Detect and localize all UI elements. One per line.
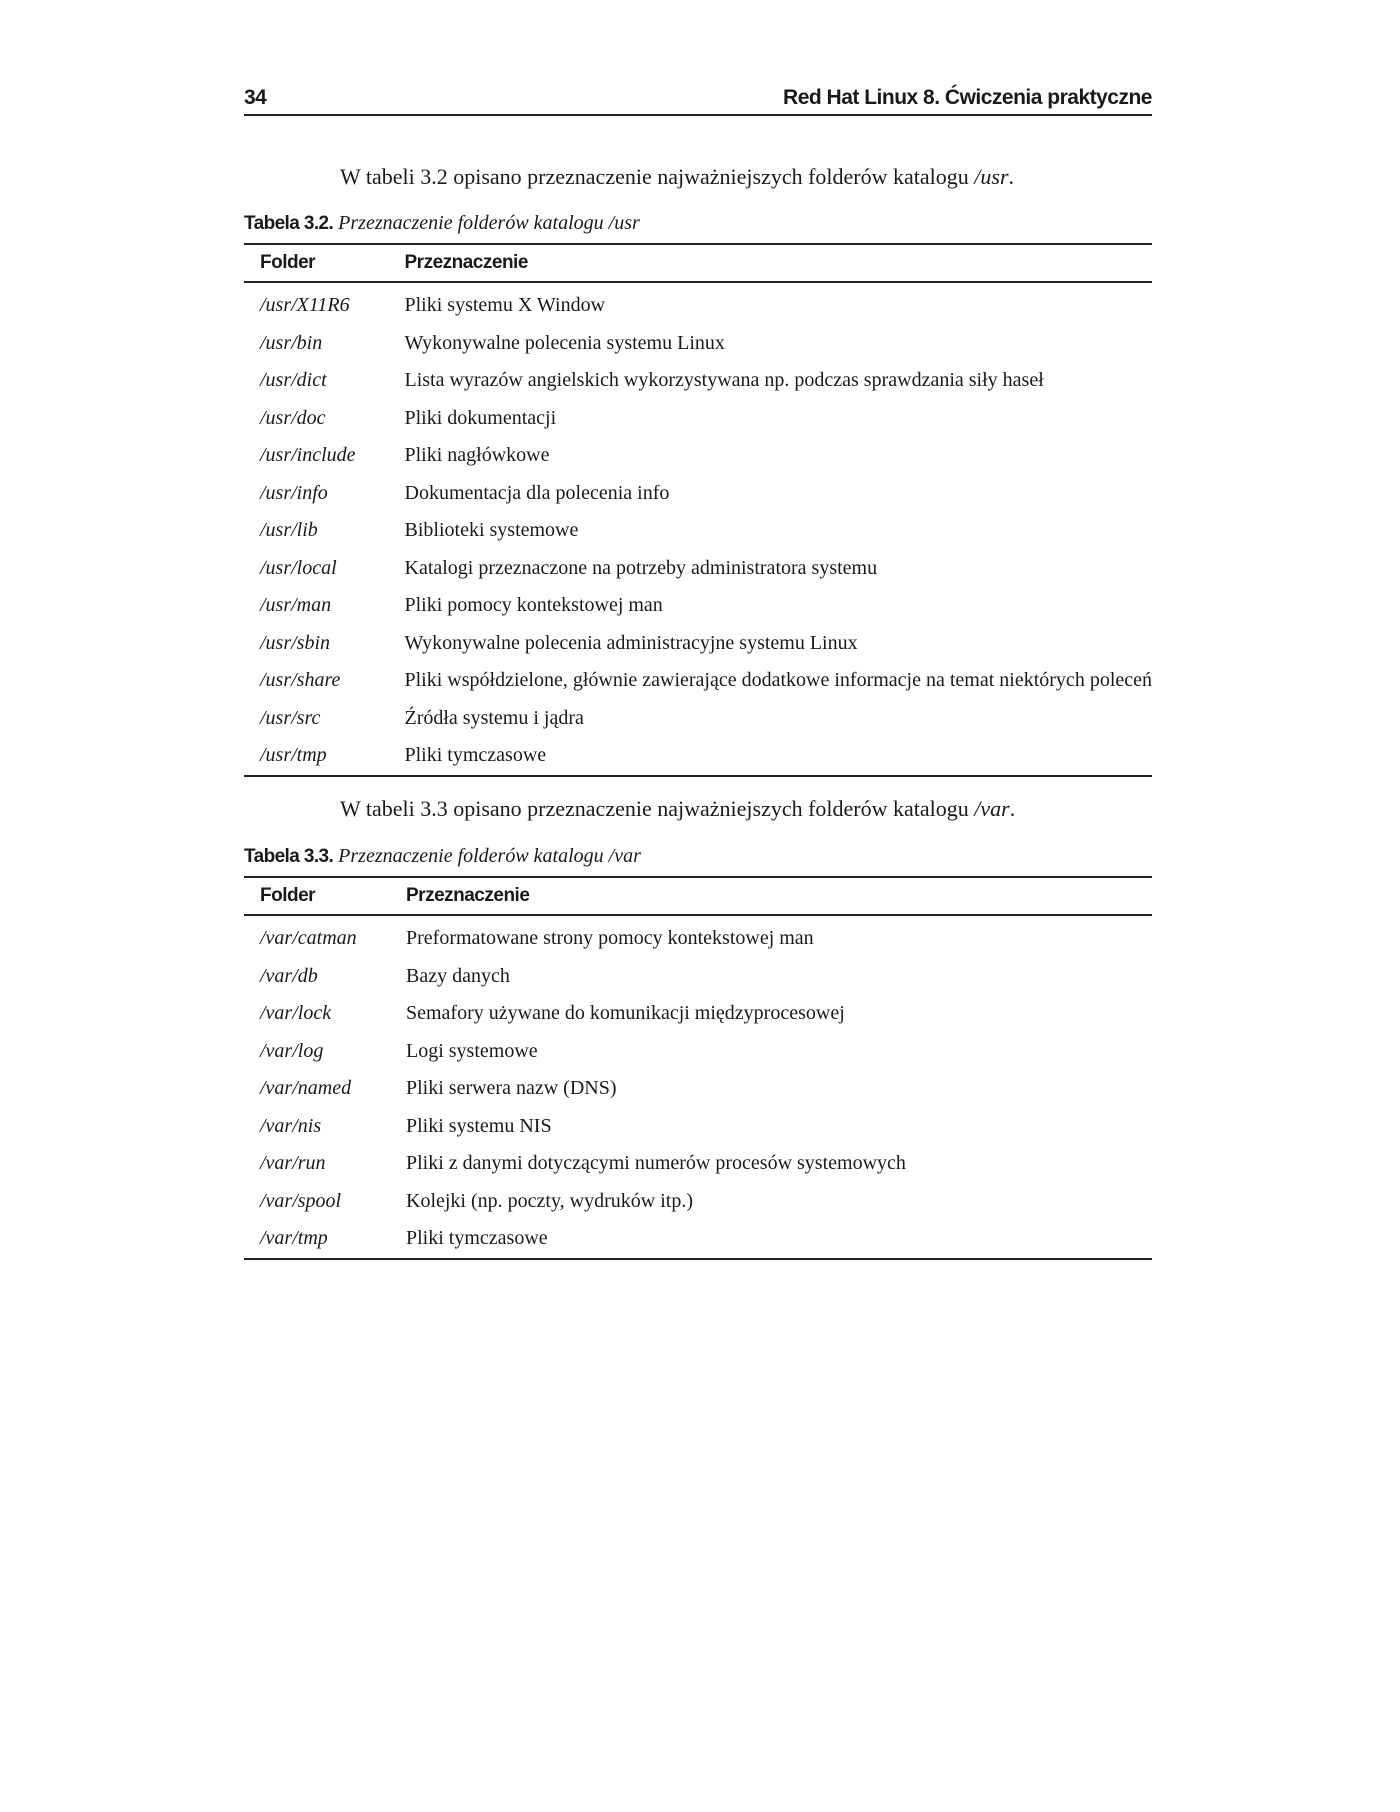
folder-cell: /var/spool (260, 1189, 342, 1212)
folder-cell: /usr/lib (260, 519, 318, 542)
purpose-cell: Logi systemowe (406, 1039, 538, 1062)
folder-cell: /usr/src (260, 706, 321, 729)
purpose-cell: Pliki nagłówkowe (404, 444, 550, 467)
table-row (244, 437, 1152, 475)
purpose-cell: Katalogi przeznaczone na potrzeby administratora systemu (404, 556, 878, 579)
table-row (244, 1183, 1152, 1221)
purpose-cell: Wykonywalne polecenia systemu Linux (404, 331, 725, 354)
table-row (244, 512, 1152, 550)
purpose-cell: Pliki tymczasowe (404, 744, 547, 767)
folder-cell: /usr/sbin (260, 631, 331, 654)
intro-path: /var (974, 796, 1010, 821)
folder-cell: /usr/dict (260, 369, 327, 392)
intro-paragraph-var (340, 796, 1015, 822)
table-row (244, 282, 1152, 325)
table-caption-var (244, 845, 641, 868)
table-row (244, 1145, 1152, 1183)
intro-suffix: . (1008, 164, 1015, 189)
purpose-cell: Bazy danych (406, 964, 510, 987)
table-row (244, 1220, 1152, 1259)
table-row (244, 737, 1152, 776)
intro-path: /usr (974, 164, 1009, 189)
table-row (244, 1033, 1152, 1071)
intro-text: W tabeli 3.3 opisano przeznaczenie najważniejszych folderów katalogu (340, 796, 975, 821)
caption-label: Tabela 3.2. (244, 213, 334, 234)
folder-cell: /usr/info (260, 481, 328, 504)
purpose-cell: Pliki serwera nazw (DNS) (406, 1077, 617, 1100)
purpose-cell: Pliki dokumentacji (404, 406, 557, 429)
folder-cell: /var/nis (260, 1114, 322, 1137)
folder-cell: /var/db (260, 964, 318, 987)
purpose-cell: Lista wyrazów angielskich wykorzystywana np. podczas sprawdzania siły haseł (404, 369, 1044, 392)
column-header-folder: Folder (244, 877, 390, 915)
table-header-row (244, 877, 1152, 915)
purpose-cell: Wykonywalne polecenia administracyjne systemu Linux (404, 631, 858, 654)
purpose-cell: Preformatowane strony pomocy kontekstowej man (406, 927, 814, 950)
table-row (244, 625, 1152, 663)
purpose-cell: Dokumentacja dla polecenia info (404, 481, 670, 504)
table-row (244, 1108, 1152, 1146)
column-header-purpose: Przeznaczenie (390, 877, 1152, 915)
table-body (244, 915, 1152, 1259)
table-row (244, 700, 1152, 738)
purpose-cell: Pliki systemu NIS (406, 1114, 552, 1137)
purpose-cell: Źródła systemu i jądra (404, 706, 584, 729)
page-number: 34 (244, 86, 267, 109)
column-header-purpose: Przeznaczenie (389, 244, 1153, 282)
table-row (244, 995, 1152, 1033)
folder-cell: /usr/include (260, 444, 356, 467)
table-row (244, 400, 1152, 438)
caption-text: Przeznaczenie folderów katalogu /var (338, 845, 641, 867)
table-row (244, 362, 1152, 400)
table-row (244, 915, 1152, 958)
folder-cell: /var/log (260, 1039, 324, 1062)
purpose-cell: Pliki tymczasowe (406, 1227, 548, 1250)
intro-text: W tabeli 3.2 opisano przeznaczenie najważniejszych folderów katalogu (340, 164, 975, 189)
purpose-cell: Semafory używane do komunikacji międzyprocesowej (406, 1002, 845, 1025)
table-row (244, 662, 1152, 700)
folder-cell: /var/run (260, 1152, 326, 1175)
table-row (244, 587, 1152, 625)
folder-cell: /usr/local (260, 556, 337, 579)
purpose-cell: Pliki współdzielone, głównie zawierające dodatkowe informacje na temat niektórych poleceń (404, 669, 1152, 692)
folder-cell: /var/catman (260, 927, 357, 950)
purpose-cell: Pliki systemu X Window (404, 294, 606, 317)
folder-cell: /usr/X11R6 (260, 294, 350, 317)
table-row (244, 550, 1152, 588)
table-row (244, 958, 1152, 996)
folder-cell: /usr/doc (260, 406, 326, 429)
table-header-row (244, 244, 1152, 282)
intro-suffix: . (1009, 796, 1016, 821)
intro-paragraph-usr (340, 164, 1014, 190)
folder-cell: /var/named (260, 1077, 352, 1100)
table-row (244, 475, 1152, 513)
folder-cell: /var/lock (260, 1002, 332, 1025)
purpose-cell: Kolejki (np. poczty, wydruków itp.) (406, 1189, 693, 1212)
folder-cell: /usr/bin (260, 331, 323, 354)
purpose-cell: Pliki pomocy kontekstowej man (404, 594, 663, 617)
column-header-folder: Folder (244, 244, 389, 282)
table-caption-usr (244, 212, 640, 235)
table-usr-folders (244, 243, 1152, 777)
table-var-folders (244, 876, 1152, 1260)
folder-cell: /usr/man (260, 594, 332, 617)
folder-cell: /usr/share (260, 669, 341, 692)
folder-cell: /var/tmp (260, 1227, 328, 1250)
caption-text: Przeznaczenie folderów katalogu /usr (338, 212, 640, 234)
running-header (244, 82, 1152, 116)
table-row (244, 325, 1152, 363)
table-body (244, 282, 1152, 776)
book-title: Red Hat Linux 8. Ćwiczenia praktyczne (783, 86, 1152, 109)
folder-cell: /usr/tmp (260, 744, 327, 767)
table-row (244, 1070, 1152, 1108)
caption-label: Tabela 3.3. (244, 846, 334, 867)
purpose-cell: Biblioteki systemowe (404, 519, 579, 542)
purpose-cell: Pliki z danymi dotyczącymi numerów procesów systemowych (406, 1152, 906, 1175)
